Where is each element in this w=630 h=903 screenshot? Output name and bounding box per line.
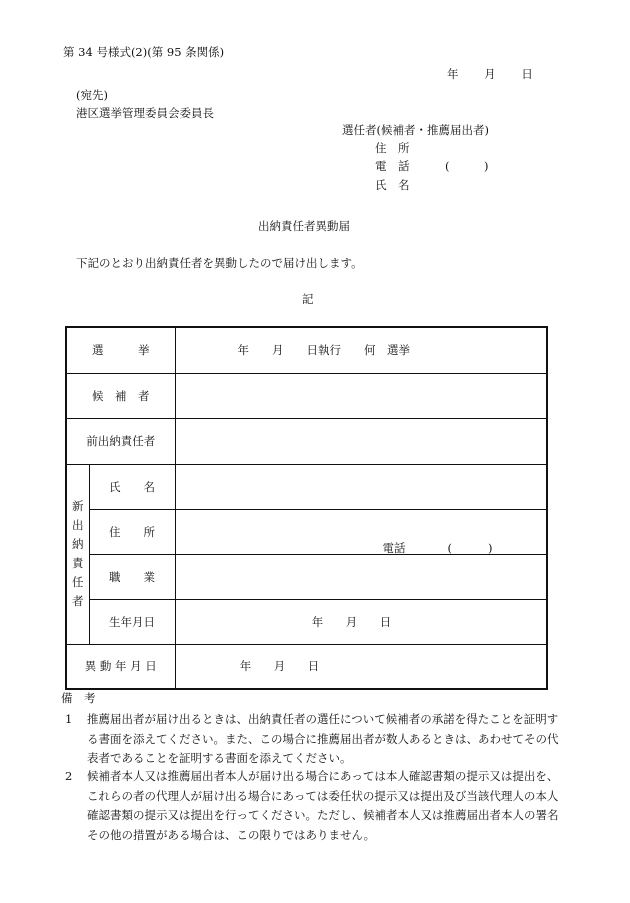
new-birth-label: 生年月日: [89, 599, 175, 644]
sender-name-label: 氏 名: [375, 178, 410, 192]
sender-phone-label: 電 話: [375, 159, 410, 173]
form-table: [65, 326, 548, 690]
date-year: 年: [447, 67, 459, 81]
addressee: 港区選挙管理委員会委員長: [76, 106, 214, 120]
new-birth-value[interactable]: 年 月 日: [175, 599, 547, 644]
table-row-new-address: [66, 509, 547, 554]
submission-date: [447, 69, 555, 81]
candidate-label: 候 補 者: [66, 373, 175, 418]
prev-treasurer-label: 前出納責任者: [66, 418, 175, 464]
sender-phone-parens: ( ): [445, 159, 489, 173]
election-value[interactable]: 年 月 日執行 何 選挙: [175, 327, 547, 373]
form-number: 第 34 号様式(2)(第 95 条関係): [63, 45, 225, 59]
addressee-label: (宛先): [76, 88, 108, 102]
table-row-new-name: [66, 464, 547, 509]
table-row-new-birth: [66, 599, 547, 644]
date-day: 日: [521, 67, 533, 81]
prev-treasurer-value[interactable]: [175, 418, 547, 464]
new-name-value[interactable]: [175, 464, 547, 509]
new-address-value[interactable]: [175, 509, 547, 554]
new-address-label: 住 所: [89, 509, 175, 554]
table-row-candidate: [66, 373, 547, 418]
change-date-value[interactable]: 年 月 日: [175, 644, 547, 689]
remark-item-2: 2 候補者本人又は推薦届出者本人が届け出る場合にあっては本人確認書類の提示又は提出を、これらの者の代理人が届け出る場合にあっては委任状の提示又は提出及び当該代理人の本人確認書類の提示又は提出を行ってください。ただし、候補者本人又は推薦届出者本人の署名その他の措置がある場合は、この限りではありません。: [65, 769, 559, 842]
table-row-change-date: [66, 644, 547, 689]
remarks-title: 備 考: [61, 691, 96, 705]
ki-label: 記: [302, 292, 314, 306]
new-treasurer-label: 新出納責任者: [66, 464, 89, 644]
table-row-prev: [66, 418, 547, 464]
new-name-label: 氏 名: [89, 464, 175, 509]
intro-text: 下記のとおり出納責任者を異動したので届け出します。: [76, 256, 363, 270]
sender-address-label: 住 所: [375, 141, 410, 155]
table-row-election: [66, 327, 547, 373]
remark-item-1: 1 推薦届出者が届け出るときは、出納責任者の選任について候補者の承諾を得たことを証明する書面を添えてください。また、この場合に推薦届出者が数人あるときは、あわせてその代表者であることを証明する書面を添えてください。: [65, 712, 559, 765]
sender-role: 選任者(候補者・推薦届出者): [342, 123, 489, 137]
candidate-value[interactable]: [175, 373, 547, 418]
new-occupation-value[interactable]: [175, 554, 547, 599]
election-label: 選 挙: [66, 327, 175, 373]
new-phone: 電話 ( ): [382, 540, 493, 555]
document-title: 出納責任者異動届: [258, 219, 350, 233]
date-month: 月: [484, 67, 496, 81]
table-row-new-occupation: [66, 554, 547, 599]
change-date-label: 異 動 年 月 日: [66, 644, 175, 689]
new-occupation-label: 職 業: [89, 554, 175, 599]
